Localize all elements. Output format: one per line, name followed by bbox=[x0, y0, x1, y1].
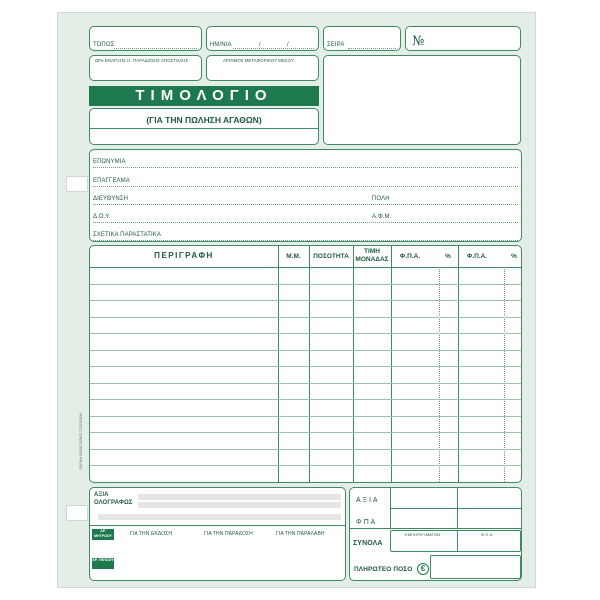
euro-icon: € bbox=[417, 563, 429, 575]
amount-words-label-1: ΑΞΙΑ bbox=[94, 492, 109, 498]
subtitle-box bbox=[89, 108, 319, 145]
table-row[interactable] bbox=[90, 399, 521, 400]
copy-tag-authenticity: ΑΡ. ΓΝΗΣΙΟΥ bbox=[92, 558, 114, 569]
totals-label: ΣΥΝΟΛΑ bbox=[353, 540, 383, 547]
table-row[interactable] bbox=[90, 432, 521, 433]
receipt-signature-label: ΓΙΑ ΤΗΝ ΠΑΡΑΛΑΒΗ bbox=[276, 531, 325, 537]
payable-amount-field[interactable] bbox=[430, 555, 521, 579]
col-description: ΠΕΡΙΓΡΑΦΗ bbox=[154, 251, 214, 260]
issuer-stamp-area[interactable] bbox=[323, 55, 521, 145]
series-label: ΣΕΙΡΑ bbox=[327, 42, 345, 48]
col-quantity: ΠΟΣΟΤΗΤΑ bbox=[313, 253, 349, 260]
items-table bbox=[89, 245, 522, 483]
place-field[interactable] bbox=[89, 26, 202, 51]
city-label: ΠΟΛΗ bbox=[372, 196, 390, 202]
date-field[interactable] bbox=[206, 26, 319, 51]
vat-number-label: Α.Φ.Μ. bbox=[372, 214, 392, 220]
vat-label: Φ Π Α bbox=[356, 519, 376, 526]
table-row[interactable] bbox=[90, 284, 521, 285]
issuer-signature-label: ΓΙΑ ΤΗΝ ΕΚΔΟΣΗ bbox=[130, 531, 173, 537]
number-label: № bbox=[412, 34, 425, 49]
customer-name-field[interactable] bbox=[93, 167, 518, 168]
tax-office-label: Δ.Ο.Υ. bbox=[93, 214, 111, 220]
number-field[interactable] bbox=[405, 26, 521, 51]
table-row[interactable] bbox=[90, 383, 521, 384]
tax-office-field[interactable] bbox=[93, 222, 518, 223]
col-vat-1-percent: % bbox=[445, 253, 451, 260]
amount-in-words-field[interactable] bbox=[138, 494, 341, 500]
perforation-tab-bottom bbox=[66, 505, 88, 521]
amount-in-words-box bbox=[89, 487, 346, 581]
copy-tag-registry: ΑΡ. ΜΗΤΡΩΟΥ bbox=[92, 529, 114, 540]
vat-value-field[interactable] bbox=[459, 510, 521, 526]
vat-small-label: Φ.Π.Α. bbox=[481, 532, 494, 537]
profession-label: ΕΠΑΓΓΕΛΜΑ bbox=[93, 178, 130, 184]
document-title: ΤΙΜΟΛΟΓΙΟ bbox=[89, 86, 319, 106]
totals-fields bbox=[390, 530, 521, 552]
related-docs-field[interactable] bbox=[93, 240, 518, 241]
net-value-field[interactable] bbox=[392, 490, 455, 506]
delivery-signature-label: ΓΙΑ ΤΗΝ ΠΑΡΑΔΟΣΗ bbox=[204, 531, 253, 537]
side-vertical-text: ΦΟΡΜΑ ΠΑΡΑΣΤΑΤΙΚΟ ΣΤΟΙΧΕΙΩΝ bbox=[79, 412, 83, 470]
table-row[interactable] bbox=[90, 350, 521, 351]
col-unit: Μ.Μ. bbox=[286, 253, 301, 260]
date-separator-1: / bbox=[259, 42, 261, 48]
col-vat-2-percent: % bbox=[511, 253, 517, 260]
col-vat-2: Φ.Π.Α. bbox=[466, 253, 488, 260]
date-separator-2: / bbox=[287, 42, 289, 48]
profession-field[interactable] bbox=[93, 186, 518, 187]
table-row[interactable] bbox=[90, 333, 521, 334]
customer-details bbox=[89, 149, 522, 242]
table-row[interactable] bbox=[90, 449, 521, 450]
table-row[interactable] bbox=[90, 416, 521, 417]
table-row[interactable] bbox=[90, 366, 521, 367]
customer-name-label: ΕΠΩΝΥΜΙΑ bbox=[93, 159, 126, 165]
address-field[interactable] bbox=[93, 204, 518, 205]
delivery-time-field[interactable] bbox=[89, 55, 202, 81]
document-subtitle: (ΓΙΑ ΤΗΝ ΠΩΛΗΣΗ ΑΓΑΘΩΝ) bbox=[146, 115, 262, 125]
vehicle-field[interactable] bbox=[206, 55, 319, 81]
perforation-tab-top bbox=[66, 176, 88, 192]
delivery-time-label: ΩΡΑ ΕΝΑΡΞΗΣ Η. ΠΑΡΑΔΟΣΗΣ ΑΠΟΣΤΟΛΗΣ bbox=[95, 58, 189, 63]
payable-label: ΠΛΗΡΩΤΕΟ ΠΟΣΟ bbox=[354, 566, 413, 573]
col-vat-1: Φ.Π.Α. bbox=[399, 253, 421, 260]
address-label: ΔΙΕΥΘΥΝΣΗ bbox=[93, 196, 129, 202]
series-field[interactable] bbox=[323, 26, 401, 51]
place-label: ΤΟΠΟΣ bbox=[93, 42, 115, 48]
net-goods-label: ΕΜΠΟΡΕΥΜΑΤΩΝ bbox=[405, 532, 441, 537]
totals-box bbox=[349, 487, 522, 581]
vehicle-label: ΑΡΙΘΜΟΣ ΜΕΤΑΦΟΡΙΚΟΥ ΜΕΣΟΥ bbox=[223, 58, 294, 63]
related-docs-label: ΣΧΕΤΙΚΑ ΠΑΡΑΣΤΑΤΙΚΑ bbox=[93, 232, 161, 238]
col-unit-price: ΤΙΜΗ ΜΟΝΑΔΑΣ bbox=[355, 248, 389, 263]
table-row[interactable] bbox=[90, 300, 521, 301]
date-label: ΗΜ/ΝΙΑ bbox=[210, 42, 232, 48]
table-row[interactable] bbox=[90, 317, 521, 318]
table-row[interactable] bbox=[90, 465, 521, 466]
amount-words-label-2: ΟΛΟΓΡΑΦΩΣ bbox=[94, 500, 133, 506]
value-label: Α Ξ Ι Α bbox=[356, 497, 378, 504]
